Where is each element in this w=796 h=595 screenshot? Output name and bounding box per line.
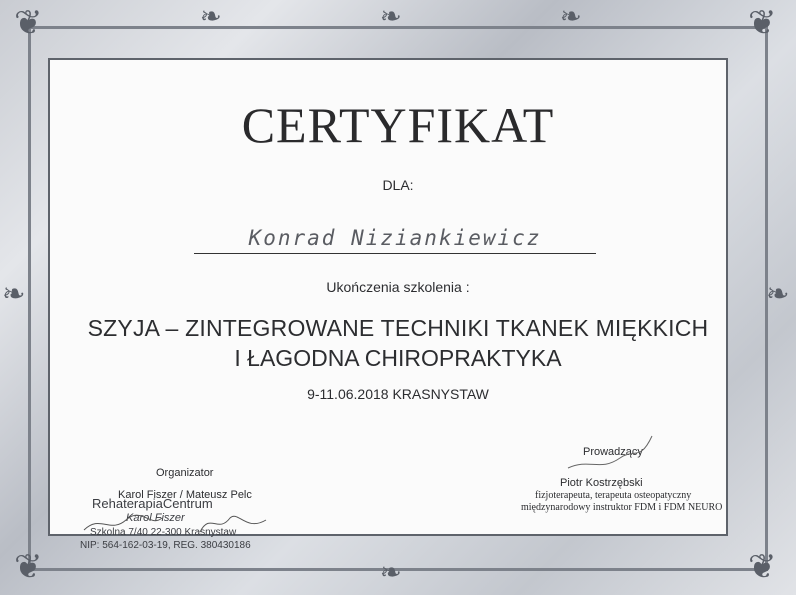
edge-ornament-icon: ❧ (2, 277, 26, 310)
organizer-signature (80, 508, 280, 538)
stamp-ids: NIP: 564-162-03-19, REG. 380430186 (80, 540, 251, 551)
stamp-owner: Karol Fiszer (126, 512, 185, 524)
corner-ornament-icon: ❦ (14, 547, 43, 587)
completion-label: Ukończenia szkolenia : (326, 279, 470, 295)
for-label: DLA: (382, 177, 414, 193)
edge-ornament-icon: ❧ (380, 2, 402, 32)
edge-ornament-icon: ❧ (560, 2, 582, 32)
organizer-names: Karol Fiszer / Mateusz Pelc (118, 489, 252, 501)
stamp-address: Szkolna 7/40 22-300 Krasnystaw (90, 527, 237, 538)
edge-ornament-icon: ❧ (766, 277, 790, 310)
course-title-line2: I ŁAGODNA CHIROPRAKTYKA (234, 345, 562, 371)
organizer-label: Organizator (156, 467, 214, 479)
edge-ornament-icon: ❧ (380, 558, 402, 588)
corner-ornament-icon: ❦ (748, 547, 777, 587)
date-place: 9-11.06.2018 KRASNYSTAW (307, 386, 489, 402)
instructor-role-2: międzynarodowy instruktor FDM i FDM NEURO (521, 502, 723, 513)
instructor-label: Prowadzący (583, 446, 643, 458)
stamp-company: RehaterapiaCentrum (92, 496, 213, 511)
recipient-name: Konrad Niziankiewicz (248, 226, 542, 250)
instructor-name: Piotr Kostrzębski (560, 477, 643, 489)
instructor-role-1: fizjoterapeuta, terapeuta osteopatyczny (535, 490, 692, 501)
name-underline (194, 253, 596, 254)
course-title-line1: SZYJA – ZINTEGROWANE TECHNIKI TKANEK MIĘKKICH (87, 315, 709, 341)
corner-ornament-icon: ❦ (14, 3, 43, 43)
instructor-signature (560, 428, 670, 478)
corner-ornament-icon: ❦ (748, 3, 777, 43)
edge-ornament-icon: ❧ (200, 2, 222, 32)
certificate-title: CERTYFIKAT (241, 97, 555, 153)
